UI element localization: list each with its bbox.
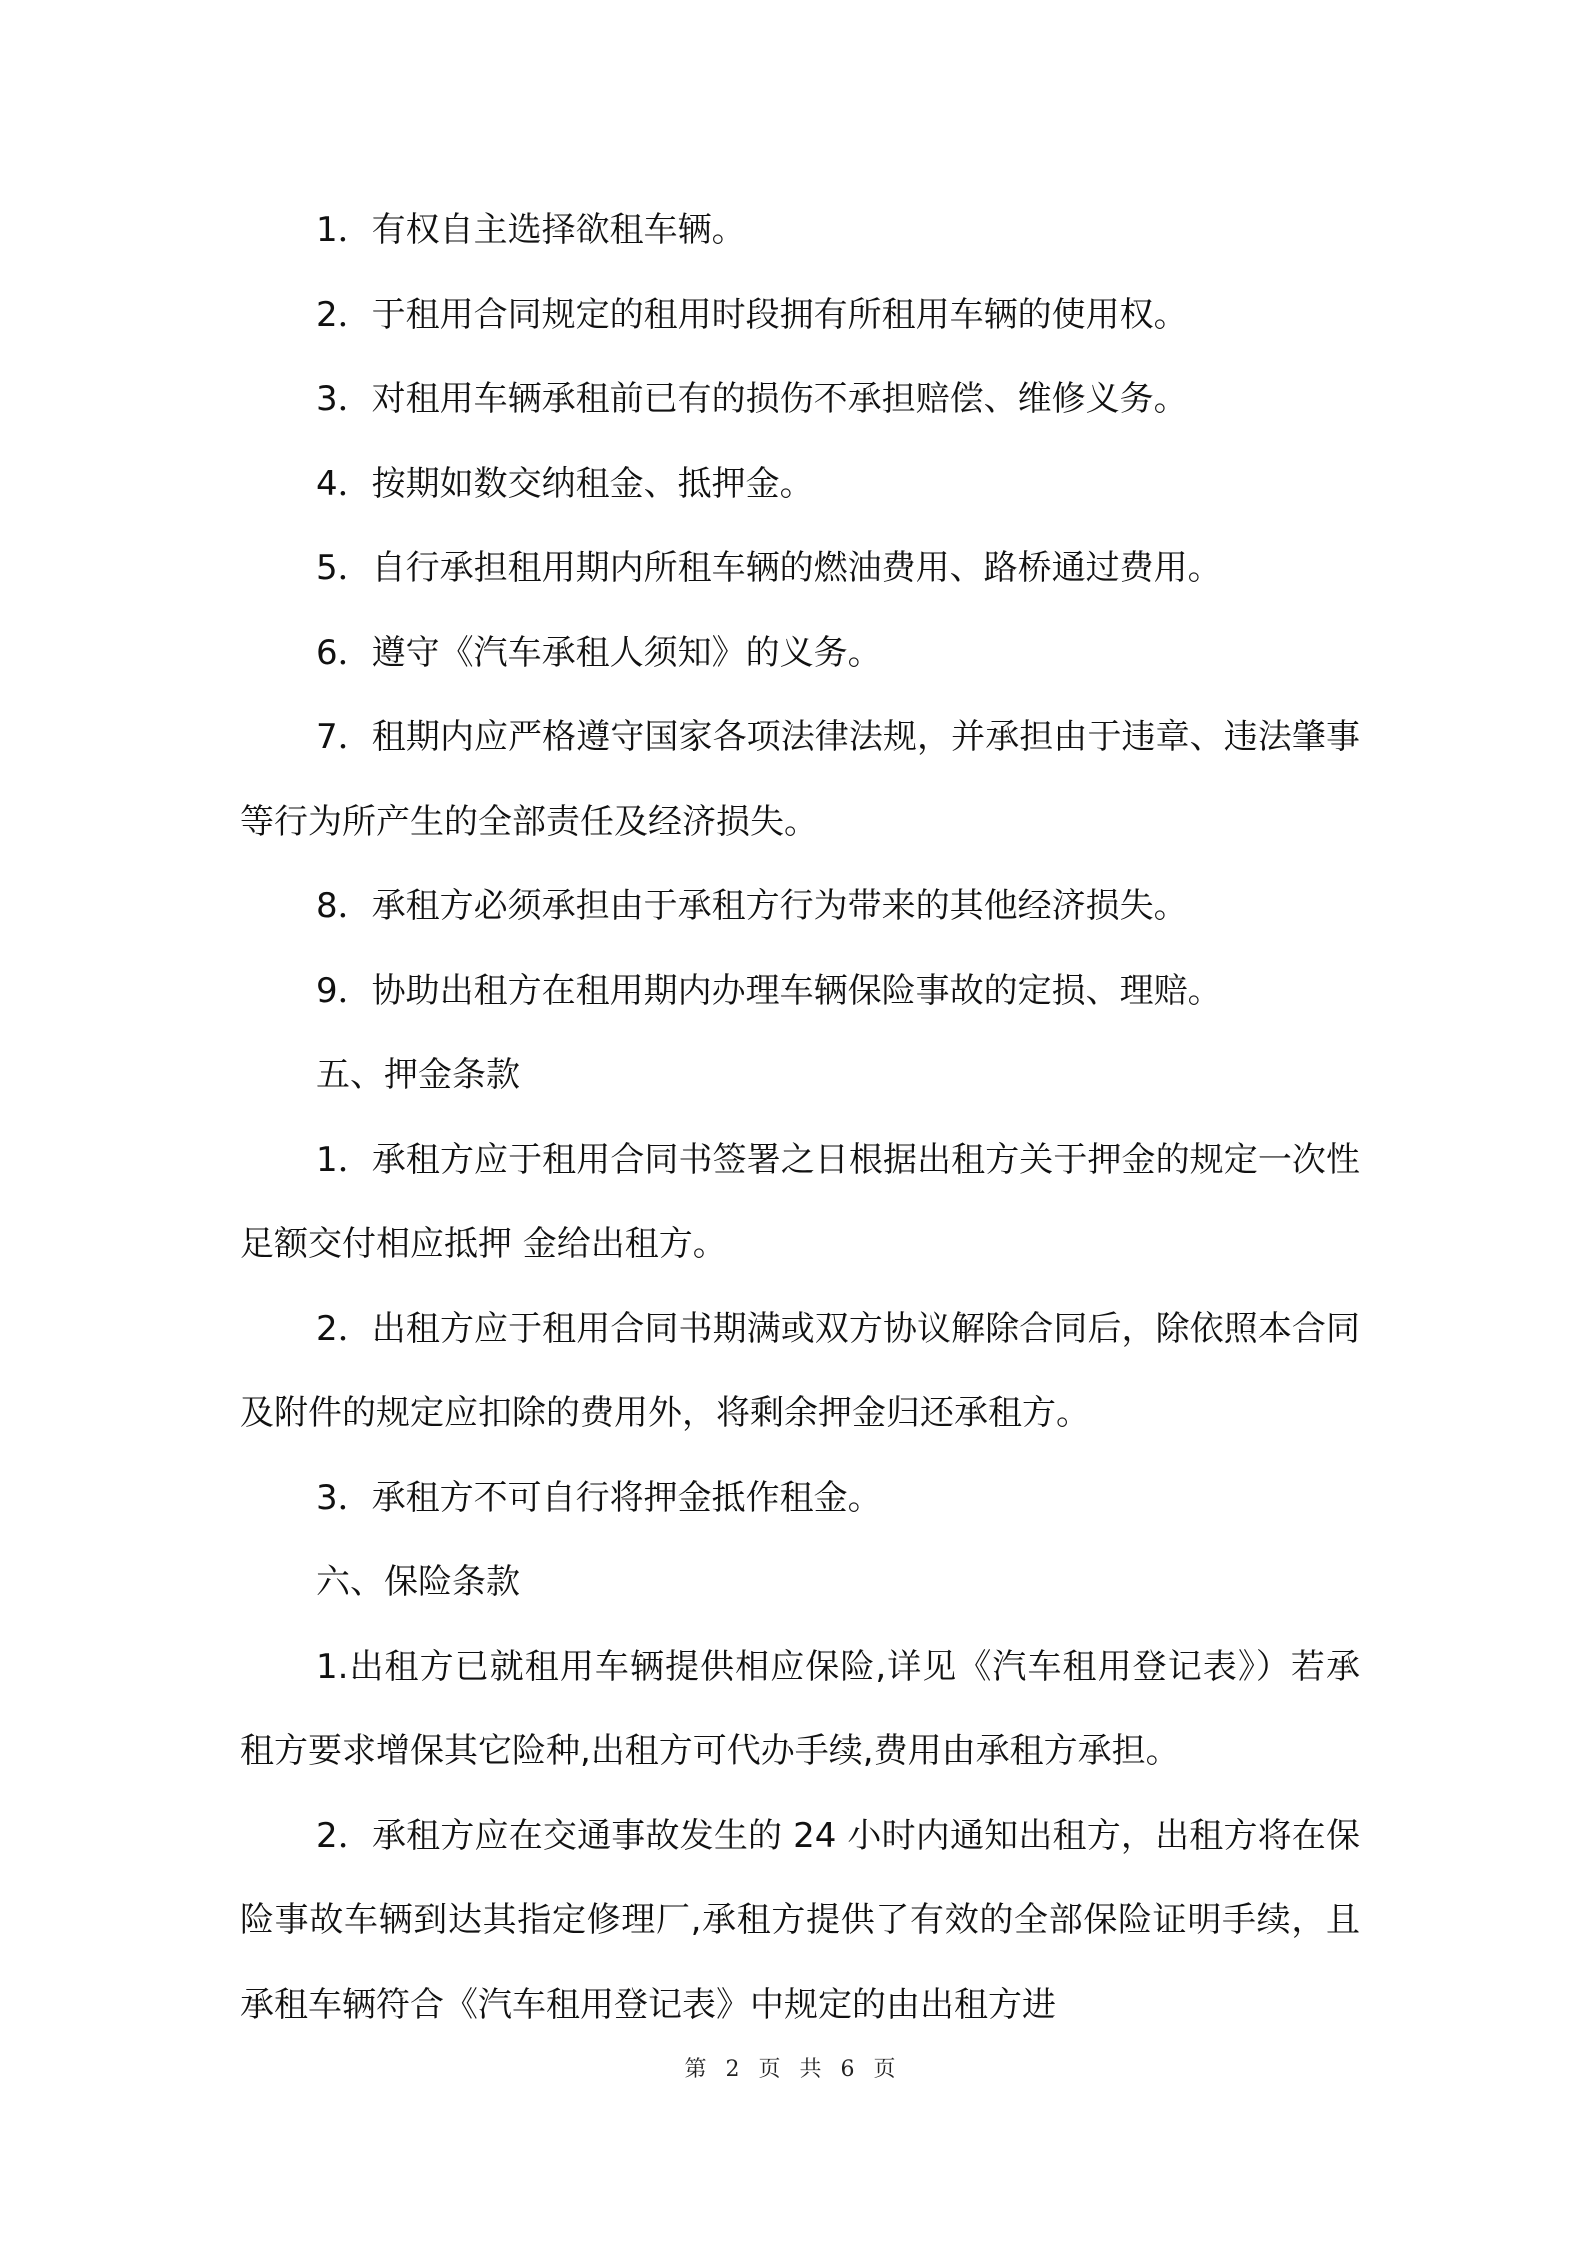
paragraph: 3．对租用车辆承租前已有的损伤不承担赔偿、维修义务。 [316,379,1188,419]
paragraph: 1.出租方已就租用车辆提供相应保险,详见《汽车租用登记表》）若承租方要求增保其它险种,出租方可代办手续,费用由承租方承担。 [240,1646,1360,1771]
paragraph: 6．遵守《汽车承租人须知》的义务。 [316,632,882,673]
paragraph: 4．按期如数交纳租金、抵押金。 [316,463,814,504]
paragraph: 8．承租方必须承担由于承租方行为带来的其他经济损失。 [316,886,1188,926]
document-body [240,188,1360,2047]
paragraph: 2．承租方应在交通事故发生的 24 小时内通知出租方，出租方将在保险事故车辆到达其指定修理厂,承租方提供了有效的全部保险证明手续，且承租车辆符合《汽车租用登记表》中规定的由出租方进 [240,1815,1360,2025]
paragraph: 2．于租用合同规定的租用时段拥有所租用车辆的使用权。 [316,294,1188,335]
paragraph: 3．承租方不可自行将押金抵作租金。 [316,1477,882,1518]
paragraph: 2．出租方应于租用合同书期满或双方协议解除合同后，除依照本合同及附件的规定应扣除的费用外，将剩余押金归还承租方。 [240,1308,1360,1433]
section-heading: 五、押金条款 [316,1055,520,1095]
paragraph: 1．有权自主选择欲租车辆。 [316,210,746,250]
paragraph: 1．承租方应于租用合同书签署之日根据出租方关于押金的规定一次性足额交付相应抵押 金给出租方。 [240,1139,1360,1264]
paragraph: 9．协助出租方在租用期内办理车辆保险事故的定损、理赔。 [316,970,1222,1011]
section-heading: 六、保险条款 [316,1562,520,1602]
paragraph: 5．自行承担租用期内所租车辆的燃油费用、路桥通过费用。 [316,548,1222,588]
page-number-footer: 第 2 页 共 6 页 [684,2057,902,2082]
paragraph: 7．租期内应严格遵守国家各项法律法规，并承担由于违章、违法肇事等行为所产生的全部责任及经济损失。 [240,717,1360,842]
